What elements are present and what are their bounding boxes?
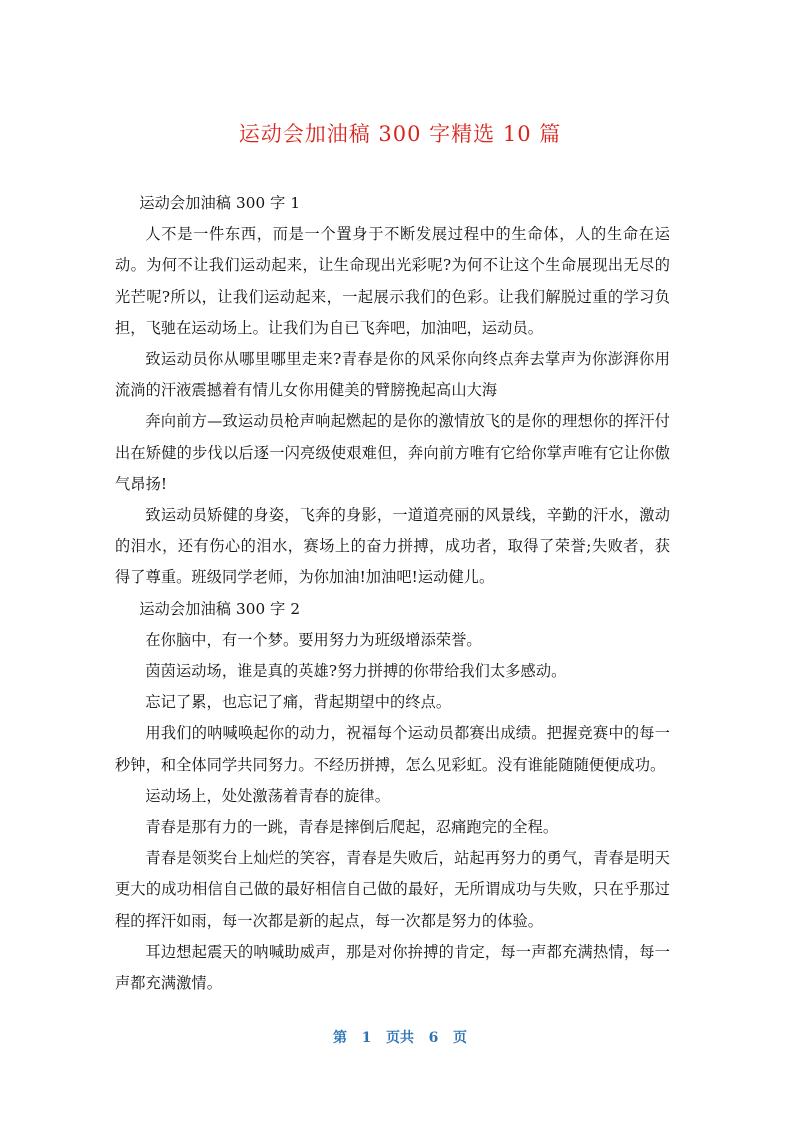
paragraph: 致运动员你从哪里哪里走来?青春是你的风采你向终点奔去掌声为你澎湃你用流淌的汗液震撼着有情儿女你用健美的臂膀挽起高山大海 [115, 350, 670, 400]
page-number-footer: 第 1 页共 6 页 [333, 1030, 467, 1046]
section-heading-1: 运动会加油稿 300 字 1 [139, 194, 301, 212]
paragraph: 用我们的呐喊唤起你的动力，祝福每个运动员都赛出成绩。把握竞赛中的每一秒钟，和全体同学共同努力。不经历拼搏，怎么见彩虹。没有谁能随随便便成功。 [115, 724, 670, 774]
document-title: 运动会加油稿 300 字精选 10 篇 [238, 122, 562, 146]
paragraph: 在你脑中，有一个梦。要用努力为班级增添荣誉。 [145, 630, 482, 649]
paragraph: 致运动员矫健的身姿，飞奔的身影，一道道亮丽的风景线，辛勤的汗水，激动的泪水，还有伤心的泪水，赛场上的奋力拼搏，成功者，取得了荣誉;失败者，获得了尊重。班级同学老师，为你加油!加油吧!运动健儿。 [115, 506, 670, 587]
paragraph: 茵茵运动场，谁是真的英雄?努力拼搏的你带给我们太多感动。 [145, 662, 567, 681]
paragraph: 耳边想起震天的呐喊助威声，那是对你拚搏的肯定，每一声都充满热情，每一声都充满激情。 [115, 942, 670, 993]
document-body [115, 188, 670, 999]
paragraph: 青春是领奖台上灿烂的笑容，青春是失败后，站起再努力的勇气，青春是明天更大的成功相信自己做的最好相信自己做的最好，无所谓成功与失败，只在乎那过程的挥汗如雨，每一次都是新的起点，每一次都是努力的体验。 [115, 849, 670, 930]
paragraph: 青春是那有力的一跳，青春是摔倒后爬起，忍痛跑完的全程。 [145, 818, 559, 837]
paragraph: 奔向前方—致运动员枪声响起燃起的是你的激情放飞的是你的理想你的挥汗付出在矫健的步伐以后逐一闪亮级使艰难但，奔向前方唯有它给你掌声唯有它让你傲气昂扬! [115, 412, 670, 493]
section-heading-2: 运动会加油稿 300 字 2 [139, 599, 301, 618]
paragraph: 运动场上，处处激荡着青春的旋律。 [145, 786, 390, 805]
paragraph: 忘记了累，也忘记了痛，背起期望中的终点。 [145, 693, 452, 712]
paragraph: 人不是一件东西，而是一个置身于不断发展过程中的生命体，人的生命在运动。为何不让我们运动起来，让生命现出光彩呢?为何不让这个生命展现出无尽的光芒呢?所以，让我们运动起来，一起展示我们的色彩。让我们解脱过重的学习负担，飞驰在运动场上。让我们为自已飞奔吧，加油吧，运动员。 [115, 225, 670, 337]
